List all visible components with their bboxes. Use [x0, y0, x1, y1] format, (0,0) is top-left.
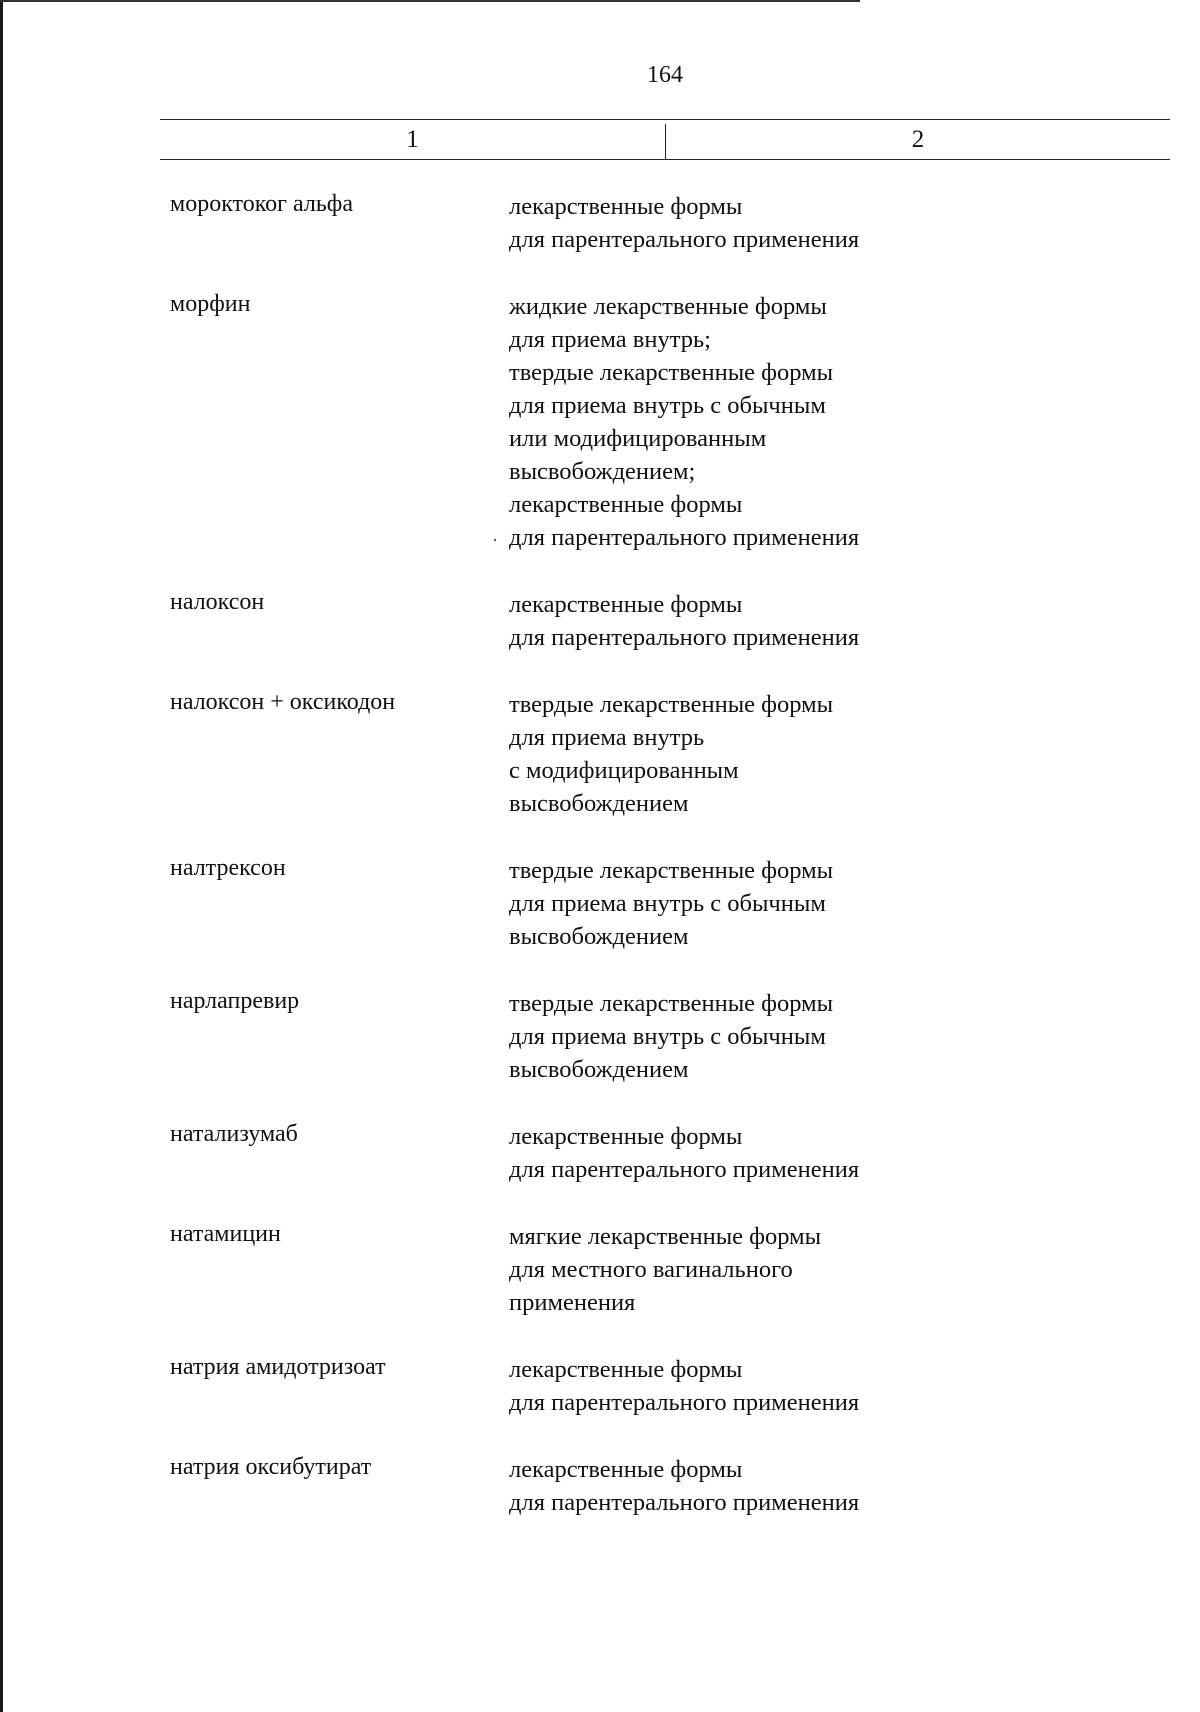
table-row [0, 686, 1200, 820]
dosage-forms [505, 588, 1029, 654]
dosage-form-line: для приема внутрь; [509, 326, 711, 353]
drug-name: натамицин [170, 1221, 281, 1247]
dosage-forms [505, 190, 1029, 256]
scan-edge-top [0, 0, 860, 2]
dosage-form-line: мягкие лекарственные формы [509, 1223, 822, 1250]
dosage-form-line: твердые лекарственные формы [509, 359, 834, 386]
drug-name: натализумаб [170, 1121, 298, 1147]
dosage-form-line: для парентерального применения [509, 524, 860, 551]
table-row [0, 1351, 1200, 1419]
dosage-form-line: твердые лекарственные формы [509, 990, 834, 1017]
dosage-form-line: применения [509, 1289, 636, 1316]
column-header-1: 1 [406, 126, 419, 153]
dosage-form-line: для парентерального применения [509, 624, 860, 651]
dosage-form-line: лекарственные формы [509, 1356, 743, 1383]
dosage-forms [505, 1220, 1029, 1319]
drug-name: натрия оксибутират [170, 1454, 372, 1480]
dosage-form-line: лекарственные формы [509, 1456, 743, 1483]
drug-name: налоксон [170, 589, 265, 615]
dosage-form-line: твердые лекарственные формы [509, 691, 834, 718]
table-row [0, 586, 1200, 654]
dosage-form-line: для парентерального применения [509, 226, 860, 253]
medication-table-body [0, 188, 1200, 1551]
dosage-forms [505, 1353, 1029, 1419]
table-header-bottom-rule [160, 159, 1170, 160]
table-row [0, 288, 1200, 554]
dosage-forms [505, 290, 1029, 554]
dosage-form-line: для парентерального применения [509, 1489, 860, 1516]
dosage-form-line: для парентерального применения [509, 1156, 860, 1183]
dosage-form-line: лекарственные формы [509, 193, 743, 220]
dosage-form-line: лекарственные формы [509, 491, 743, 518]
dosage-forms [505, 1120, 1029, 1186]
drug-name: мороктоког альфа [170, 191, 353, 217]
table-row [0, 852, 1200, 953]
dosage-form-line: жидкие лекарственные формы [509, 293, 827, 320]
drug-name: налоксон + оксикодон [170, 689, 396, 715]
table-header-top-rule [160, 119, 1170, 120]
drug-name: морфин [170, 291, 251, 317]
dosage-form-line: высвобождением [509, 1056, 689, 1083]
dosage-form-line: лекарственные формы [509, 591, 743, 618]
dosage-forms [505, 854, 1029, 953]
dosage-form-line: для приема внутрь [509, 724, 705, 751]
scan-speck [494, 539, 496, 541]
dosage-form-line: для парентерального применения [509, 1389, 860, 1416]
dosage-forms [505, 688, 1029, 820]
dosage-form-line: для приема внутрь с обычным [509, 890, 826, 917]
dosage-form-line: высвобождением [509, 923, 689, 950]
dosage-form-line: или модифицированным [509, 425, 767, 452]
table-row [0, 985, 1200, 1086]
column-header-2: 2 [911, 126, 925, 153]
dosage-form-line: лекарственные формы [509, 1123, 743, 1150]
table-row [0, 188, 1200, 256]
dosage-form-line: с модифицированным [509, 757, 739, 784]
dosage-form-line: высвобождением; [509, 458, 696, 485]
table-row [0, 1218, 1200, 1319]
table-row [0, 1451, 1200, 1519]
dosage-forms [505, 987, 1029, 1086]
dosage-form-line: для местного вагинального [509, 1256, 793, 1283]
drug-name: налтрексон [170, 855, 286, 881]
dosage-form-line: твердые лекарственные формы [509, 857, 834, 884]
dosage-form-line: для приема внутрь с обычным [509, 392, 826, 419]
drug-name: натрия амидотризоат [170, 1354, 386, 1380]
dosage-form-line: высвобождением [509, 790, 689, 817]
page-number: 164 [647, 62, 683, 88]
drug-name: нарлапревир [170, 988, 300, 1014]
dosage-form-line: для приема внутрь с обычным [509, 1023, 826, 1050]
dosage-forms [505, 1453, 1029, 1519]
table-row [0, 1118, 1200, 1186]
